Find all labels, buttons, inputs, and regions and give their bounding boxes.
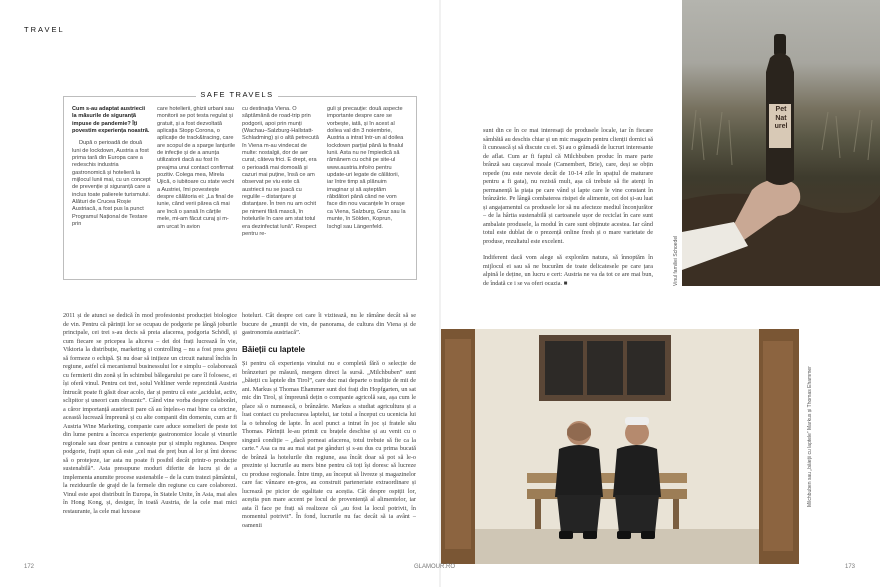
bottle-label-line: Pet [775,106,787,113]
box-text: care hotelierii, ghizii urbani sau monitorii se pot testa regulat și gratuit, și a fost dezvoltată aplicația Stopp Corona, o aplicație de track&tracing, care are scopul de a sparge lanțurile de infecție și de a anunța utilizatorii dacă au fost în preajma unui contact confirmat pozitiv. Colega mea, Mirela Ujică, o iubitoare cu state vechi a Austriei, îmi povestește despre călătoria ei: „La final de iunie, când verii părea că mai are încă o șansă în cărțile mele, mi-am făcut curaj și m-am urcat în avion [157,106,236,230]
photo-credit: Milchbuben sau „băieții cu laptele” Markus și Thomas Ehammer [807,366,813,507]
box-column-3 [242,106,321,274]
cheese-makers-photo [441,329,799,564]
box-text: cu destinația Viena. O săptămână de road-trip prin podgorii, apoi prin munți (Wachau–Salzburg-Hallstatt-Schladming) și o altă petrecută în Viena m-au vindecat de multe: nostalgii, dor de aer curat, câteva frici. E drept, era o perioadă mai domoală și cazuri mai puține, însă ce am observat pe viu este că austriecii nu se joacă cu regulile – distanțare și distanțare. În tren nu am ochit pe nimeni fără mască, în hotelurile în care am stat totul era dezinfectat lună”. Respect pentru re- [242,106,319,237]
body-text: Și pentru că experiența vinului nu e completă fără o selecție de brânzeturi pe măsură, mergem direct la sursă. „Milchbuben” sunt „băieții cu laptele din Tirol”, care duc mai departe o tradiție de mii de ani. Markus și Thomas Ehammer sunt doi frați din Hopfgarten, un sat mic din Tirol, și împreună dețin o companie agricolă sau, așa cum le place să o numească, o brânzărie. Markus a studiat agricultura și a luat contact cu prelucrarea laptelui, iar totul a început cu ucenicia lui la o tehnolog de lapte. În acel punct a intrat în joc și fratele său Thomas. Părinții le-au primit cu brațele deschise și au venit cu o singură condiție – „dacă porneai afacerea, totul trebuie să fie ca la carte.” Asa ca nu au mai stat pe gânduri și s-au dus cu prima bucată de brânză la hotelurile din regiune, asa încât doar să pot să le-o prezinte și lucrurile au mers bine pentru că toți își doresc să lucreze cu produse regionale. Între timp, au început să livreze și magazinelor care fac vânzare en-gros, au construit parteneriate extraordinare și lucrează pe picior de egalitate cu aceștia. Cât despre ospiții lor, aceștia pun mare accent pe locul de proveniență al alimentelor, iar asta îl face pe frați să realizeze că „au fost la locul potrivit, în momentul potrivit”. În fond, lucrurile nu fac decât să ia avânt – oamenii [242,360,416,529]
page-number-left: 172 [24,564,35,570]
magazine-name: GLAMOUR.RO [414,564,456,570]
body-text: 2011 și de atunci se dedică în mod profesionist producției biologice de vin. Pentru că părinții lor se ocupau de podgorie pe lângă joburile principale, cei trei s-au decis să preia afacerea, podgoria Schödl, și cum fiecare se pricepea la altceva – dei doi frați lucrează în vie, Viktoria la distribuție, marketing și controlling – nu a fost prea greu să formeze o echipă. Și nu doar să inițieze un circuit natural închis în regiune, astfel că mecanismul businessului lor e simplu – colaborează cu fermierii din zonă și în schimbul bălegarului pe care îl folosesc, ei își oferă vinul. Pentru cei trei, soiul Veltliner verde reprezintă Austria întrucât poate fi găsit doar acolo, dar și pentru că este „acidulat, activ, sclipitor și uneori cam obraznic”. Când vine vorba despre colaborări, a căror importanță austriecii pare că au înțeles-o mai bine ca oricine, această lucrează împreună și cu alte companii din domeniu, cum ar fi Austria Wine Marketing, companie care aduce somelieri de peste tot din lume pentru a încerca experiențe gastronomice locale și vinurile regionale sau doar pentru a cunoaște pur și simplu regiunea. Despre podgorie, frații spun că este „cel mai de preț bun al lor și îmi doresc să o protejeze, iar asta nu poate fi posibil decât printr-o producție sustenabilă”. Asta presupune moduri diferite de lucru și de a implementa anumite procese sustenabile – de la cum tratezi pământul, la reziduurile de grajd de la fermele din regiune cu care colaborezi. Vinul este apoi distribuit în Europa, în Statele Unite, în Asia, mai ales în Hong Kong, și, desigur, în toată Austria, de la cele mai mici restaurante, la cele mai luxoase [63,312,237,515]
body-column-1 [63,312,237,562]
box-title: SAFE TRAVELS [196,88,278,102]
box-column-4 [327,106,406,274]
bottle-label [768,106,794,132]
box-text: guli și precauție: două aspecte importante despre care se vorbește, iată, și în acest al doilea val din 3 noiembrie, Austria a intrat într-un al doilea lockdown parțial până la finalul lunii. Asta nu ne împiedică să rămânem cu ochii pe site-ul www.austria.info/ro pentru update-uri legate de călătorii, iar între timp să plănuim imaginar și să așteptăm răbdători până când ne vom face din nou vacanțele în orașe ca Viena, Salzburg, Graz sau la munte, în Sölden, Koprun, Ischgl sau Längenfeld. [327,106,406,230]
wine-bottle-photo [682,0,880,286]
body-text: sunt din ce în ce mai interesați de produsele locale, iar în fiecare sâmbătă au deschis chiar și un mic magazin pentru clienții dornici să îi cunoască și să discute cu ei. Și au o grămadă de lucruri interesante de aflat. Cum ar fi faptul că Milchbuben produc în mare parte brânză sau cașcaval moale (Camembert, Brie), care, deși se obțin repede (nu este nevoie decât de 10-14 zile în spațiul de maturare pentru a fi gata), nu rezistă mult, așa că trebuie să fie atenți în permanență la piața pe care vând și lapte care le vine constant în brânzărie. Pe lângă combaterea risipei de alimente, cei doi și-au luat și angajamentul ca produsele lor să nu afecteze mediul înconjurător – de la hârtia sustenabilă și cartoanele ușor de reciclat în care sunt ambalate produsele, la modul în care sunt obținute acestea. Iar când totul este dublat de o prezență online fresh și o mare varietate de produse, rezultatul este excelent. [483,127,653,245]
body-text: hoteluri. Cât despre cei care îi vizitează, nu le rămâne decât să se bucure de „munții de vin, de panorama, de cultura din Viena și de gastronomia austriacă”. [242,312,416,336]
body-text: Indiferent dacă vom alege să explorăm natura, să înnoptăm în mijlocul ei sau să ne bucurăm de toate delicatesele pe care țara alpină le deține, un lucru e cert: Austria ne va da tot ce are mai bun, de îndată ce i se va oferi ocazia. ■ [483,254,653,287]
box-text: După o perioadă de două luni de lockdown, Austria a fost prima tară din Europa care a redeschis industria gastronomică și hotelieră la mijlocul lunii mai, cu un concept de prevenție și siguranță care a inclus toate palierele turismului. Alături de Crucea Roșie Austriacă, a fost pus la punct Programul Național de Testare prin [72,140,151,228]
page-number-right: 173 [845,564,856,570]
box-column-1 [72,106,151,274]
bottle-neck [774,34,786,56]
body-column-2 [242,312,416,562]
section-label: TRAVEL [24,25,65,34]
subheading: Băieții cu laptele [242,344,306,354]
bottle-label-line: urel [774,123,788,130]
photo-credit: Vinul familiei Schoedel [673,235,679,286]
box-question: Cum s-au adaptat austriecii la măsurile de siguranță impuse de pandemie? Îți povestim experiența noastră. [72,106,150,135]
box-column-2 [157,106,236,274]
bottle-label-line: Nat [775,114,787,122]
right-body-column [483,127,653,312]
